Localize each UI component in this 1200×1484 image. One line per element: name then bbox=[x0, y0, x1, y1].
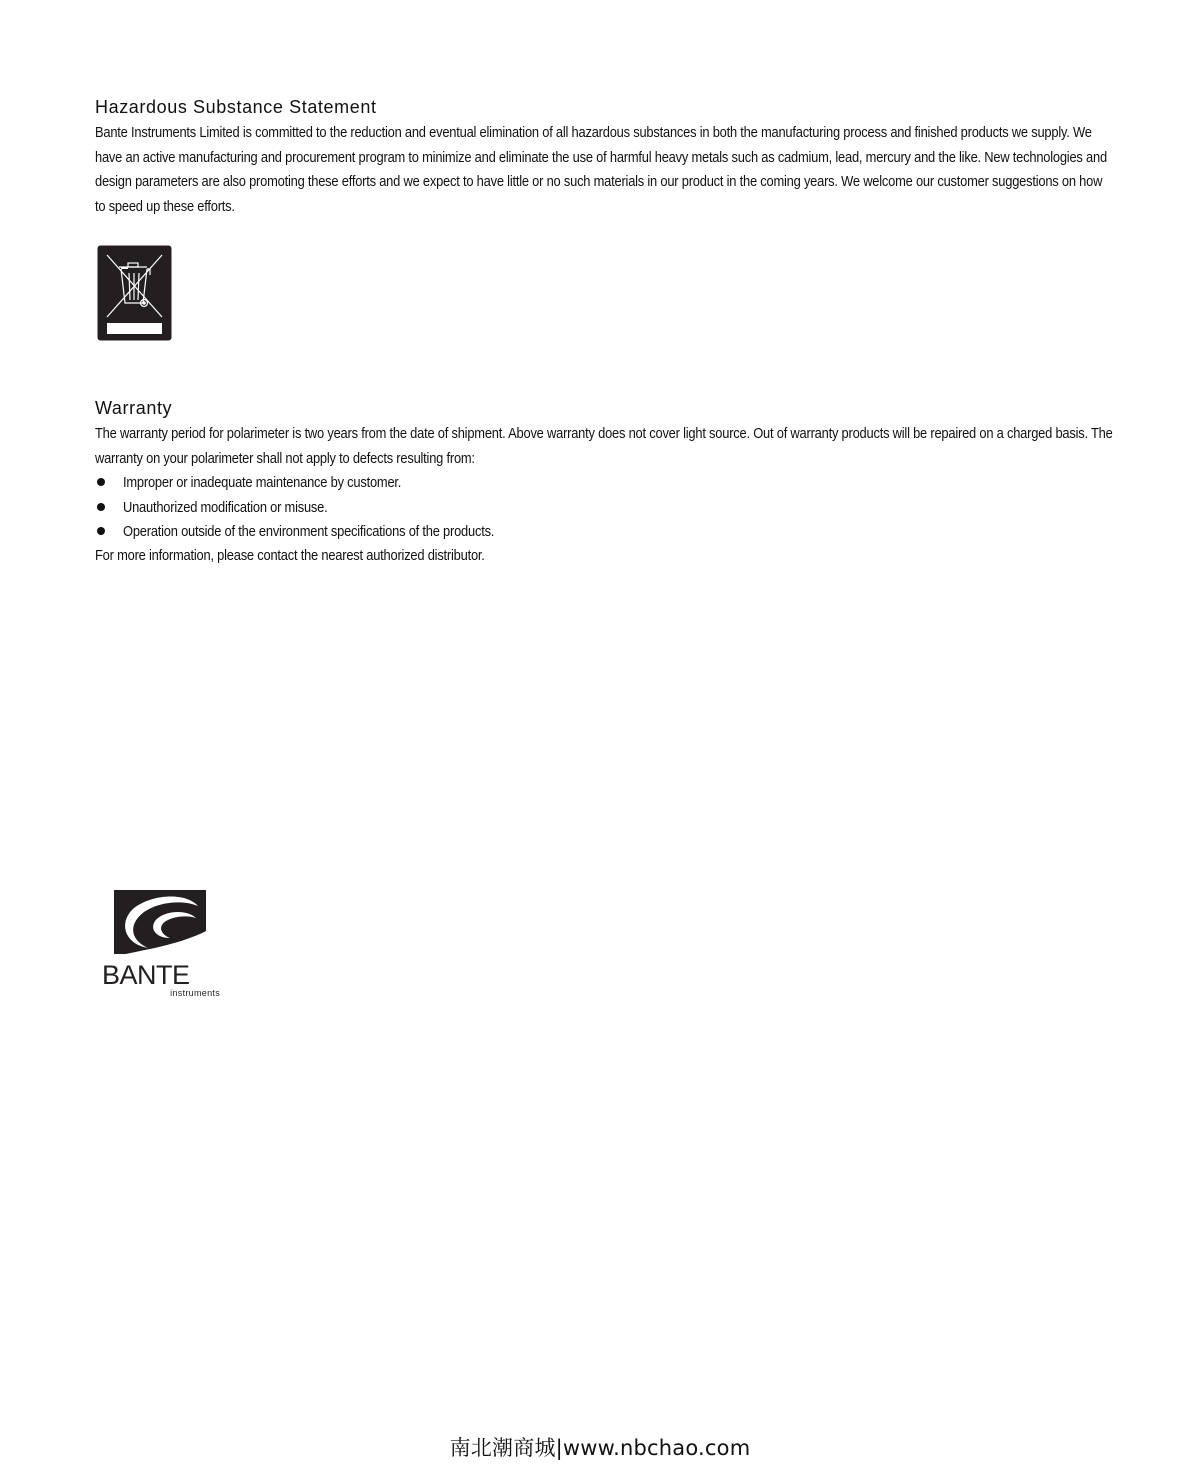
warranty-contact-note: For more information, please contact the nearest authorized distributor. bbox=[95, 547, 485, 564]
list-item-text: Operation outside of the environment specifications of the products. bbox=[123, 523, 495, 540]
list-item-text: Unauthorized modification or misuse. bbox=[123, 498, 328, 516]
list-item-text: Improper or inadequate maintenance by customer. bbox=[123, 474, 402, 491]
bullet-icon bbox=[97, 527, 105, 535]
crossed-out-wheelie-bin-icon bbox=[97, 245, 172, 341]
hazard-statement-heading: Hazardous Substance Statement bbox=[95, 97, 377, 117]
warranty-heading: Warranty bbox=[95, 398, 173, 418]
logo-tagline-text: instruments bbox=[170, 988, 220, 998]
bante-logo bbox=[100, 888, 224, 1000]
warranty-paragraph: The warranty period for polarimeter is two years from the date of shipment. Above warranty does not cover light source. Out of warranty products will be repaired on a charged basis. The warranty on your polarimeter shall not apply to defects resulting from: bbox=[95, 425, 1113, 467]
hazard-statement-paragraph: Bante Instruments Limited is committed to the reduction and eventual elimination of all hazardous substances in both the manufacturing process and finished products we supply. We have an active manufacturing and procurement program to minimize and eliminate the use of harmful heavy metals such as cadmium, lead, mercury and the like. New technologies and design parameters are also promoting these efforts and we expect to have little or no such materials in our product in the coming years. We welcome our customer suggestions on how to speed up these efforts. bbox=[95, 124, 1107, 215]
site-watermark: 南北潮商城|www.nbchao.com bbox=[449, 1436, 751, 1460]
bullet-icon bbox=[97, 503, 105, 511]
logo-brand-text: BANTE bbox=[102, 960, 190, 990]
bullet-icon bbox=[97, 478, 105, 486]
